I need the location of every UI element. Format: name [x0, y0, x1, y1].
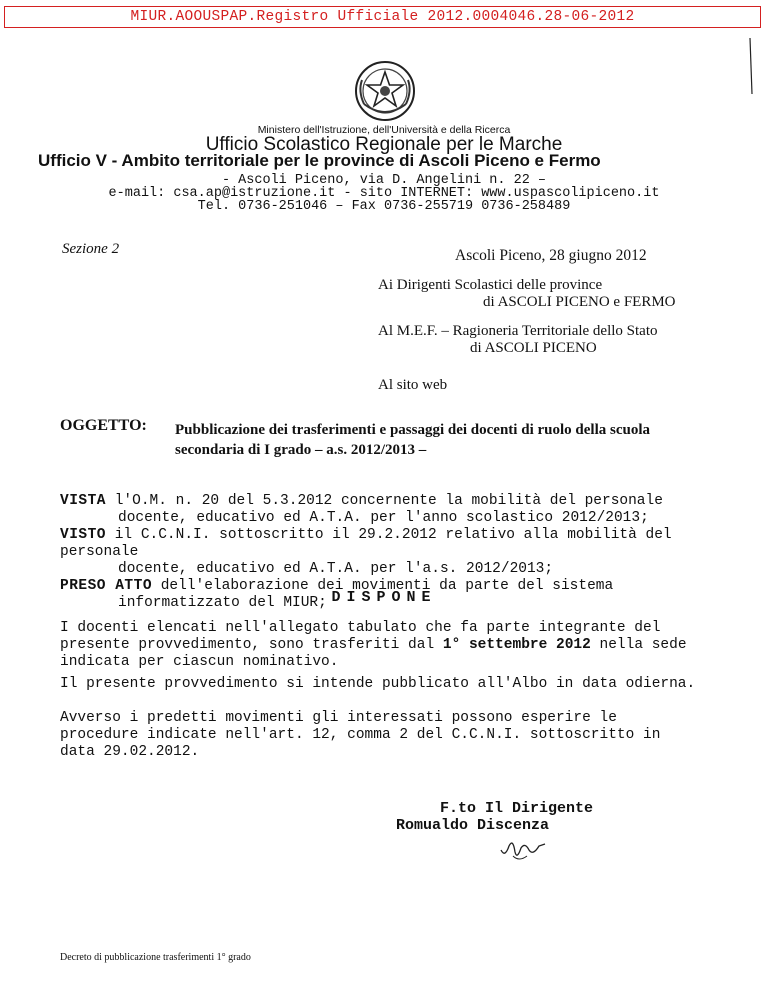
ministry-name: Ministero dell'Istruzione, dell'Università e della Ricerca — [257, 124, 511, 136]
republic-emblem-icon — [354, 60, 416, 122]
recipient-2-line-2: di ASCOLI PICENO — [470, 340, 597, 356]
signatory-name: Romualdo Discenza — [396, 817, 550, 834]
section-label: Sezione 2 — [62, 241, 120, 257]
premise-keyword: PRESO ATTO — [60, 578, 153, 594]
subject-text: Pubblicazione dei trasferimenti e passaggi dei docenti di ruolo della scuola secondaria di I grado – a.s. 2012/2013 – — [175, 422, 650, 458]
recipient-3: Al sito web — [378, 377, 448, 393]
effective-date: 1° settembre 2012 — [442, 637, 591, 653]
premise-text-cont: docente, educativo ed A.T.A. per l'a.s. 2012/2013; — [118, 561, 554, 577]
paragraph-publication: Il presente provvedimento si intende pubblicato all'Albo in data odierna. — [60, 676, 696, 692]
margin-mark — [748, 38, 754, 94]
premise-vista — [60, 493, 700, 510]
paragraph-text: I docenti elencati nell'allegato tabulato che fa parte integrante del presente provvedimento, sono trasferiti dal — [60, 620, 661, 653]
paragraph-appeal: Avverso i predetti movimenti gli interessati possono esperire le procedure indicate nell'art. 12, comma 2 del C.C.N.I. sottoscritto in data 29.02.2012. — [60, 710, 661, 760]
premise-keyword: VISTA — [60, 493, 107, 509]
premise-keyword: VISTO — [60, 527, 107, 543]
office-contacts: e-mail: csa.ap@istruzione.it - sito INTERNET: www.uspascolipiceno.it — [108, 186, 660, 201]
paragraph-text: nella sede indicata per ciascun nominativo. — [60, 637, 687, 670]
protocol-stamp: MIUR.AOOUSPAP.Registro Ufficiale 2012.0004046.28-06-2012 — [4, 6, 761, 28]
handwritten-signature — [495, 836, 551, 862]
office-title: Ufficio V - Ambito territoriale per le province di Ascoli Piceno e Fermo — [38, 151, 601, 170]
premise-text: l'O.M. n. 20 del 5.3.2012 concernente la mobilità del personale — [114, 493, 663, 509]
premise-visto — [60, 527, 700, 561]
recipient-2-line-1: Al M.E.F. – Ragioneria Territoriale dello Stato — [378, 323, 658, 339]
place-date: Ascoli Piceno, 28 giugno 2012 — [455, 247, 647, 264]
subject-label: OGGETTO: — [60, 417, 147, 434]
premise-text-cont: informatizzato del MIUR; — [118, 595, 327, 611]
paragraph-transfer — [60, 620, 700, 671]
office-address: - Ascoli Piceno, via D. Angelini n. 22 – — [221, 173, 547, 188]
recipient-1-line-1: Ai Dirigenti Scolastici delle province — [378, 277, 603, 293]
recipient-1-line-2: di ASCOLI PICENO e FERMO — [483, 294, 676, 310]
premise-text: dell'elaborazione dei movimenti da parte del sistema — [160, 578, 614, 594]
signatory-title: F.to Il Dirigente — [440, 800, 594, 817]
footer-note: Decreto di pubblicazione trasferimenti 1° grado — [60, 952, 251, 963]
premise-text: il C.C.N.I. sottoscritto il 29.2.2012 relativo alla mobilità del personale — [60, 527, 672, 560]
dispone-heading: DISPONE — [331, 589, 437, 606]
premise-text-cont: docente, educativo ed A.T.A. per l'anno scolastico 2012/2013; — [118, 510, 649, 526]
office-phones: Tel. 0736-251046 – Fax 0736-255719 0736-258489 — [197, 199, 571, 214]
regional-office: Ufficio Scolastico Regionale per le Marche — [205, 134, 563, 155]
